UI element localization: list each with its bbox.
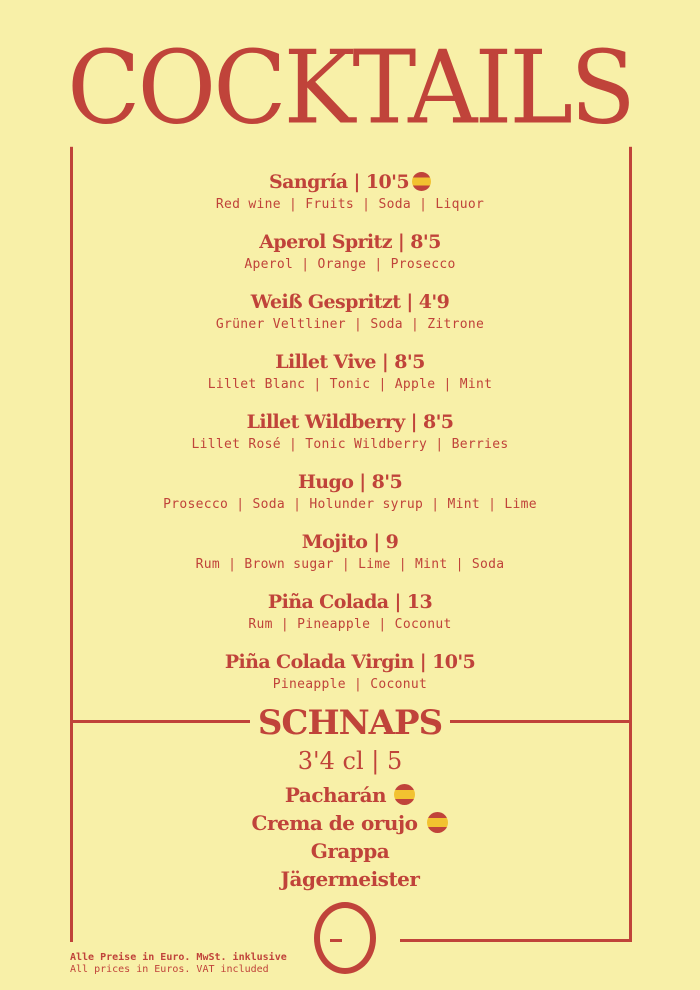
item-name: Lillet Wildberry | 8'5 — [246, 411, 454, 433]
item-ingredients: Red wine | Fruits | Soda | Liquor — [215, 197, 485, 212]
item-name: Piña Colada Virgin | 10'5 — [224, 651, 476, 673]
footer-note — [70, 952, 287, 976]
menu-item — [0, 529, 700, 575]
item-name: Hugo | 8'5 — [297, 471, 403, 493]
menu-item — [0, 289, 700, 335]
menu-item — [0, 349, 700, 395]
schnaps-item — [0, 781, 700, 809]
section-title-schnaps — [0, 701, 700, 745]
item-name: Lillet Vive | 8'5 — [275, 351, 425, 373]
spain-flag-icon — [412, 172, 431, 191]
menu-item — [0, 169, 700, 215]
schnaps-size-price: 3'4 cl | 5 — [297, 747, 403, 775]
schnaps-item — [0, 837, 700, 865]
item-ingredients: Prosecco | Soda | Holunder syrup | Mint | Lime — [163, 497, 537, 512]
spain-flag-icon — [394, 784, 415, 805]
schnaps-item — [0, 865, 700, 893]
schnaps-item-name: Crema de orujo — [251, 811, 418, 835]
item-ingredients: Grüner Veltliner | Soda | Zitrone — [215, 317, 485, 332]
section-title-text: SCHNAPS — [250, 703, 450, 743]
item-name-text: Sangría | 10'5 — [269, 171, 409, 193]
page-title — [0, 25, 700, 151]
menu-item — [0, 229, 700, 275]
item-ingredients: Pineapple | Coconut — [272, 677, 428, 692]
spain-flag-icon — [427, 812, 448, 833]
menu-item — [0, 589, 700, 635]
menu-item — [0, 469, 700, 515]
menu-item — [0, 409, 700, 455]
schnaps-item-name: Jägermeister — [280, 867, 420, 891]
footer-note-en: All prices in Euros. VAT included — [70, 964, 269, 975]
item-name: Weiß Gespritzt | 4'9 — [250, 291, 450, 313]
page-title-text: COCKTAILS — [67, 29, 633, 147]
item-ingredients: Lillet Rosé | Tonic Wildberry | Berries — [191, 437, 509, 452]
item-ingredients: Aperol | Orange | Prosecco — [244, 257, 456, 272]
schnaps-item — [0, 809, 700, 837]
item-ingredients: Rum | Pineapple | Coconut — [248, 617, 452, 632]
frame-bottom-right — [400, 939, 632, 942]
item-name: Mojito | 9 — [301, 531, 399, 553]
menu-item — [0, 649, 700, 695]
item-name: Piña Colada | 13 — [267, 591, 433, 613]
schnaps-item-name: Pacharán — [284, 783, 387, 807]
decorative-ring-icon — [314, 902, 376, 974]
footer-note-de: Alle Preise in Euro. MwSt. inklusive — [70, 952, 287, 963]
item-ingredients: Lillet Blanc | Tonic | Apple | Mint — [207, 377, 493, 392]
schnaps-item-name: Grappa — [310, 839, 390, 863]
item-ingredients: Rum | Brown sugar | Lime | Mint | Soda — [195, 557, 505, 572]
item-name — [0, 169, 700, 195]
item-name: Aperol Spritz | 8'5 — [259, 231, 441, 253]
